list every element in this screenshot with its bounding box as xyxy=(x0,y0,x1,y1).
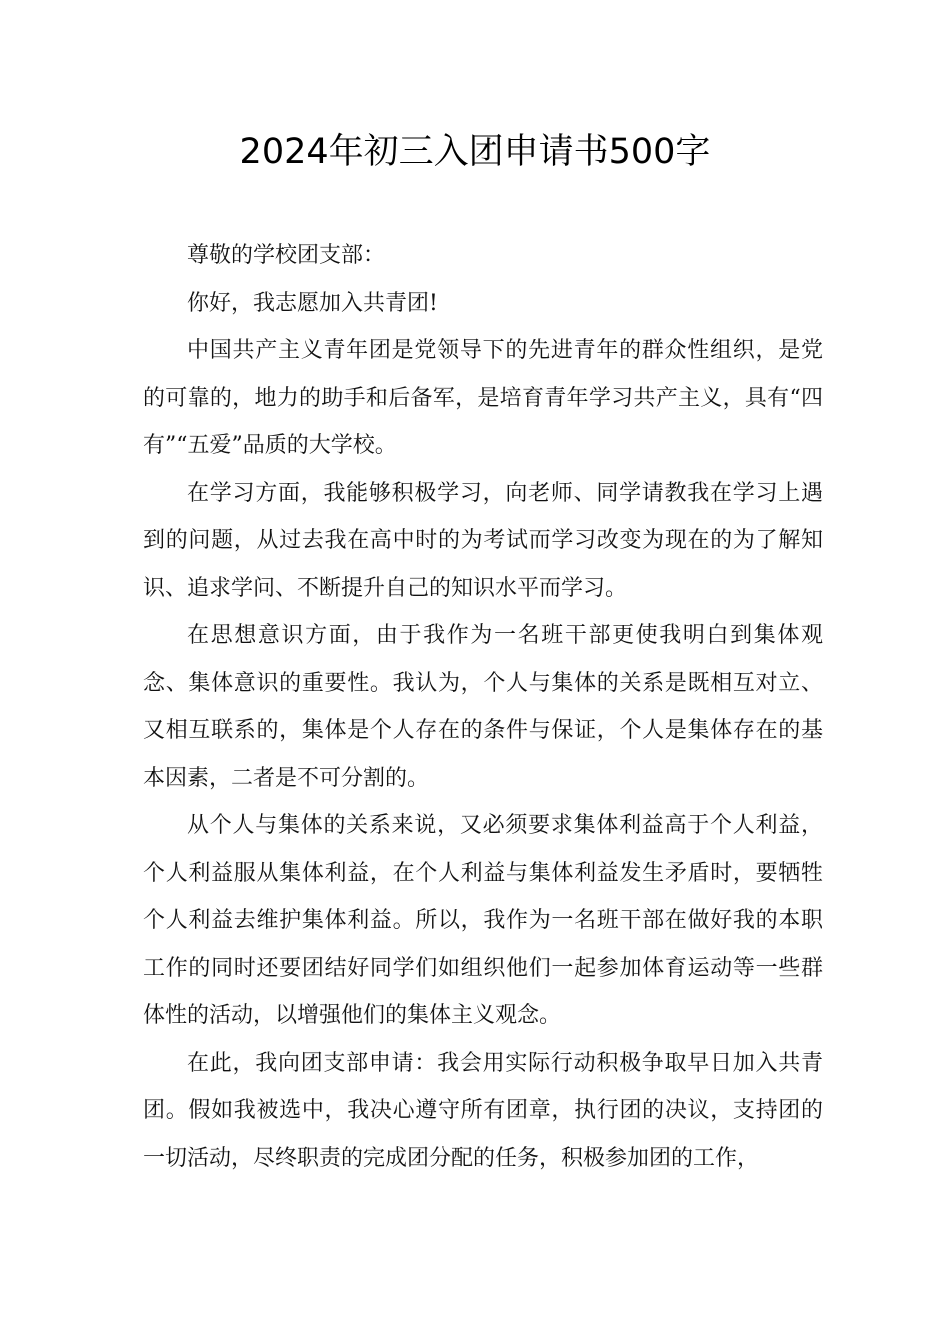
paragraph: 在学习方面，我能够积极学习，向老师、同学请教我在学习上遇到的问题，从过去我在高中时的为考试而学习改变为现在的为了解知识、追求学问、不断提升自己的知识水平而学习。 xyxy=(143,480,823,601)
paragraph: 中国共产主义青年团是党领导下的先进青年的群众性组织，是党的可靠的，地力的助手和后备军，是培育青年学习共产主义，具有“四有”“五爱”品质的大学校。 xyxy=(143,338,823,458)
paragraph: 在此，我向团支部申请：我会用实际行动积极争取早日加入共青团。假如我被选中，我决心遵守所有团章，执行团的决议，支持团的一切活动，尽终职责的完成团分配的任务，积极参加团的工作， xyxy=(143,1050,823,1171)
salutation: 尊敬的学校团支部： xyxy=(187,243,386,268)
document-body xyxy=(143,232,823,1182)
greeting: 你好，我志愿加入共青团! xyxy=(187,290,438,316)
paragraph: 从个人与集体的关系来说，又必须要求集体利益高于个人利益，个人利益服从集体利益，在个人利益与集体利益发生矛盾时，要牺牲个人利益去维护集体利益。所以，我作为一名班干部在做好我的本职工作的同时还要团结好同学们如组织他们一起参加体育运动等一些群体性的活动，以增强他们的集体主义观念。 xyxy=(143,813,823,1028)
document-title: 2024年初三入团申请书500字 xyxy=(239,132,711,172)
paragraph: 在思想意识方面，由于我作为一名班干部更使我明白到集体观念、集体意识的重要性。我认为，个人与集体的关系是既相互对立、又相互联系的，集体是个人存在的条件与保证，个人是集体存在的基本因素，二者是不可分割的。 xyxy=(143,623,823,791)
